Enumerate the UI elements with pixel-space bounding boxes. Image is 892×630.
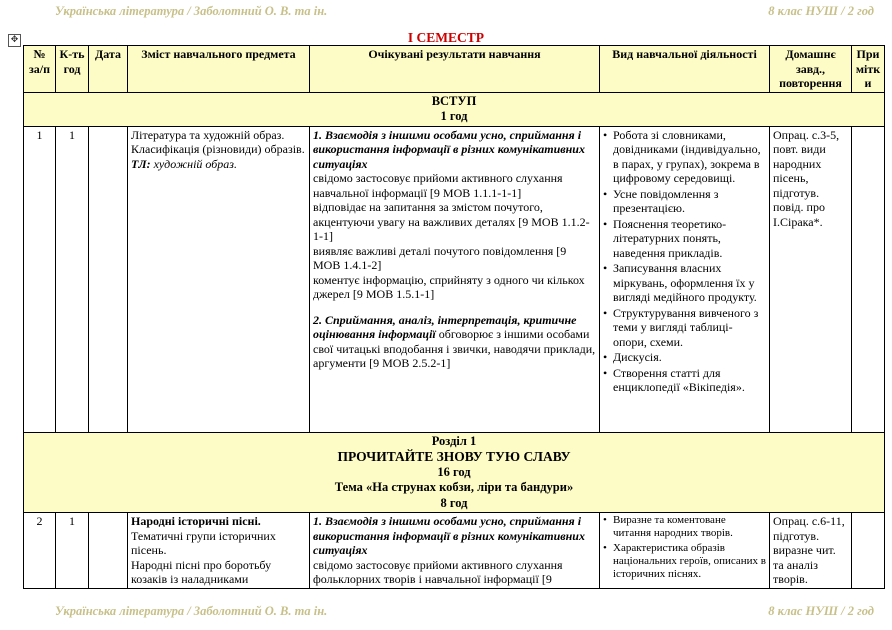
row-results [310, 126, 600, 432]
row-date [89, 126, 128, 432]
result-title: 1. Взаємодія з іншими особами усно, сприймання і використання інформації в різних комунікативних ситуаціях [313, 127, 585, 171]
section-1-cell [24, 432, 885, 513]
row-date [89, 513, 128, 589]
content-text: Література та художній образ. Класифікація (різновиди) образів. [131, 127, 305, 156]
page-footer [0, 600, 892, 624]
list-item: • Виразне та коментоване читання народних творів. [603, 514, 766, 540]
tl-term: художній образ. [150, 156, 237, 171]
col-header-homework: Домашнє завд., повторення [770, 46, 852, 93]
section-1-hours: 16 год [437, 464, 471, 479]
row-activity [600, 126, 770, 432]
list-item: • Створення статті для енциклопедії «Вікіпедія». [603, 366, 766, 395]
tl-label: ТЛ: [131, 156, 151, 171]
col-header-results: Очікувані результати навчання [310, 46, 600, 93]
semester-title: І СЕМЕСТР [407, 30, 485, 45]
list-item: • Структурування вивченого з теми у вигляді таблиці-опори, схеми. [603, 306, 766, 350]
row-num: 1 [24, 126, 56, 432]
section-intro-hours: 1 год [440, 109, 468, 123]
page-header [0, 0, 892, 24]
header-left-text: Українська література / Заболотний О. В. та ін. [55, 4, 328, 18]
col-header-activity: Вид навчальної діяльності [600, 46, 770, 93]
row-content [128, 126, 310, 432]
row-num: 2 [24, 513, 56, 589]
col-header-content: Зміст навчального предмета [128, 46, 310, 93]
section-1-label: Розділ 1 [431, 433, 477, 448]
list-item: • Записування власних міркувань, оформлення їх у вигляді медійного продукту. [603, 261, 766, 305]
result-item: свідомо застосовує прийоми активного слухання навчальної інформації [9 МОВ 1.1.1-1-1] [313, 171, 563, 200]
row-homework: Опрац. с.3-5, повт. види народних пісень, підготув. повід. про І.Сірака*. [770, 126, 852, 432]
result-item: свідомо застосовує прийоми активного слухання фольклорних творів і навчальної інформації [9 [313, 557, 563, 586]
col-header-num: № за/п [24, 46, 56, 93]
col-header-count: К-ть год [56, 46, 89, 93]
list-item: • Усне повідомлення з презентацією. [603, 187, 766, 216]
section-intro-row [24, 92, 885, 126]
result-item: виявляє важливі деталі почутого повідомлення [9 МОВ 1.4.1-2] [313, 243, 567, 272]
row-count: 1 [56, 513, 89, 589]
lesson-plan-table [23, 45, 885, 589]
header-right-text: 8 клас НУШ / 2 год [768, 4, 874, 18]
section-1-theme: Тема «На струнах кобзи, ліри та бандури» [334, 480, 574, 494]
row-results [310, 513, 600, 589]
section-intro-cell [24, 92, 885, 126]
row-count: 1 [56, 126, 89, 432]
row-notes [852, 513, 885, 589]
list-item: • Робота зі словниками, довідниками (індивідуально, в парах, у групах), зокрема в цифровому середовищі. [603, 128, 766, 186]
row-notes [852, 126, 885, 432]
result-block-2 [313, 313, 596, 371]
result-text: обговорює з іншими особами свої читацькі вподобання і звички, наводячи приклади, аргументи [9 МОВ 2.5.2-1] [313, 327, 596, 370]
col-header-notes: Примітки [852, 46, 885, 93]
result-item: відповідає на запитання за змістом почутого, акцентуючи увагу на важливих деталях [9 МОВ 1.1.2-1-1] [313, 200, 590, 243]
activity-list [603, 128, 766, 395]
result-title: 2. Сприймання, аналіз, інтерпретація, критичне оцінювання інформації [313, 312, 577, 341]
content-line: Тематичні групи історичних пісень. [131, 528, 276, 557]
activity-list [603, 514, 766, 581]
row-activity [600, 513, 770, 589]
list-item: • Пояснення теоретико-літературних понять, наведення прикладів. [603, 217, 766, 261]
row-homework: Опрац. с.6-11, підготув. виразне чит. та аналіз творів. [770, 513, 852, 589]
result-item: коментує інформацію, сприйняту з одного чи кількох джерел [9 МОВ 1.5.1-1] [313, 272, 585, 301]
table-row [24, 126, 885, 432]
result-title: 1. Взаємодія з іншими особами усно, сприймання і використання інформації в різних комунікативних ситуаціях [313, 514, 585, 557]
content-title: Народні історичні пісні. [131, 514, 261, 528]
content-line: Народні пісні про боротьбу козаків із наладниками [131, 557, 272, 586]
col-header-date: Дата [89, 46, 128, 93]
row-content [128, 513, 310, 589]
table-row [24, 513, 885, 589]
footer-right-text: 8 клас НУШ / 2 год [768, 604, 874, 618]
section-intro-title: ВСТУП [431, 93, 477, 108]
table-move-handle-icon[interactable]: ✥ [8, 34, 21, 47]
list-item: • Дискусія. [603, 350, 766, 365]
section-1-theme-hours: 8 год [440, 495, 468, 510]
table-header-row [24, 46, 885, 93]
footer-left-text: Українська література / Заболотний О. В. та ін. [55, 604, 328, 618]
section-1-row [24, 432, 885, 513]
section-1-title: ПРОЧИТАЙТЕ ЗНОВУ ТУЮ СЛАВУ [337, 449, 571, 464]
list-item: • Характеристика образів національних героїв, описаних в історичних піснях. [603, 542, 766, 581]
